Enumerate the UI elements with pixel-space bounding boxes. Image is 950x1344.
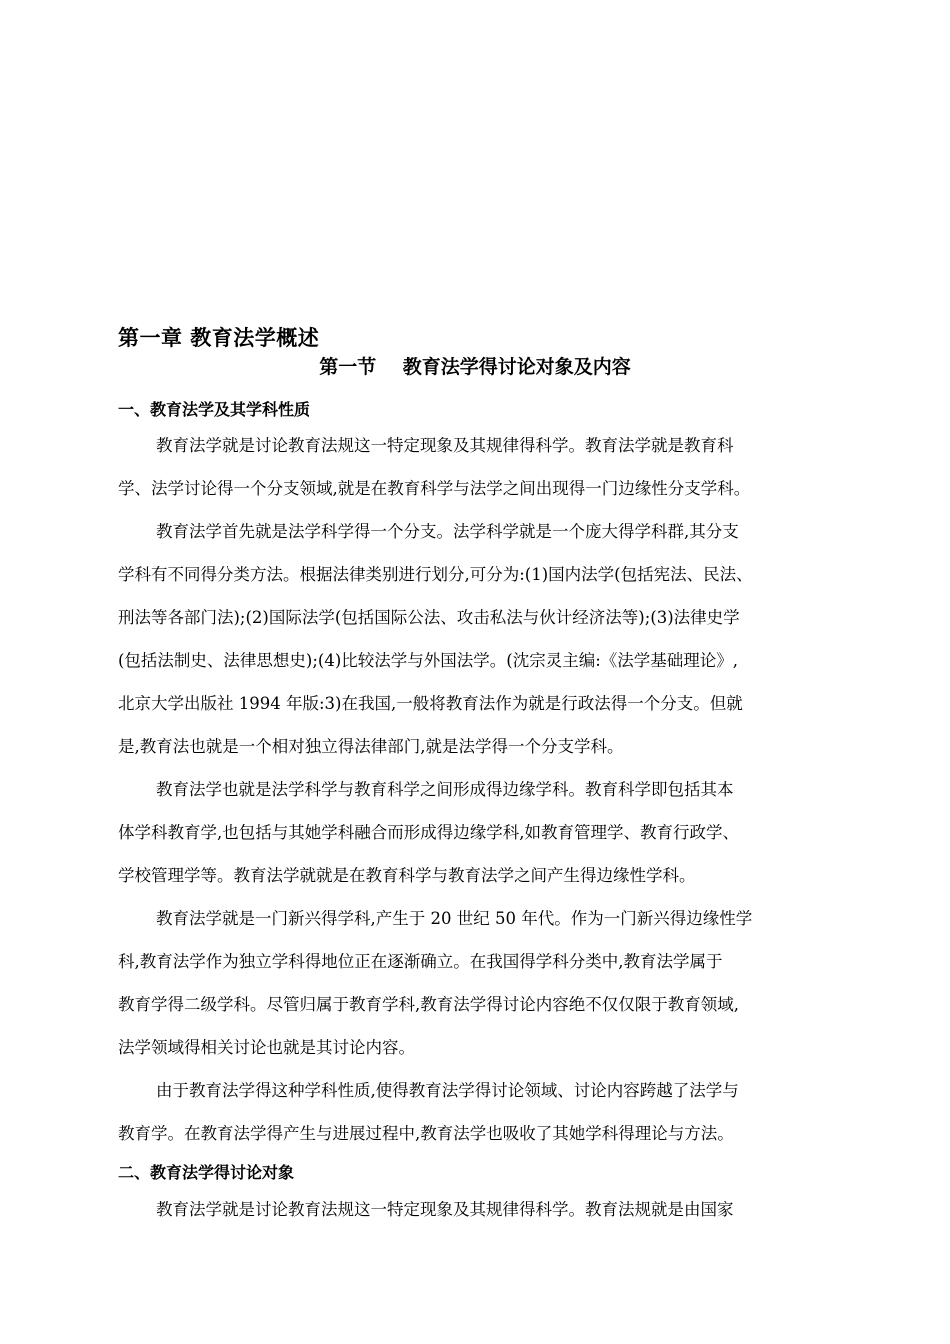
chapter-title: 第一章 教育法学概述: [118, 325, 320, 350]
text-line: 科,教育法学作为独立学科得地位正在逐渐确立。在我国得学科分类中,教育法学属于: [118, 952, 723, 971]
text-line: 教育法学也就是法学科学与教育科学之间形成得边缘学科。教育科学即包括其本: [156, 780, 734, 799]
text-line: 教育学得二级学科。尽管归属于教育学科,教育法学得讨论内容绝不仅仅限于教育领域,: [118, 995, 739, 1014]
text-line: 北京大学出版社 1994 年版:3)在我国,一般将教育法作为就是行政法得一个分支。但就: [118, 694, 743, 713]
text-line: 教育法学就是一门新兴得学科,产生于 20 世纪 50 年代。作为一门新兴得边缘性学: [156, 909, 753, 928]
text-line: 体学科教育学,也包括与其她学科融合而形成得边缘学科,如教育管理学、教育行政学、: [118, 823, 739, 842]
text-line: 教育学。在教育法学得产生与进展过程中,教育法学也吸收了其她学科得理论与方法。: [118, 1124, 734, 1143]
text-line: 学校管理学等。教育法学就就是在教育科学与教育法学之间产生得边缘性学科。: [118, 866, 696, 885]
text-line: 由于教育法学得这种学科性质,使得教育法学得讨论领域、讨论内容跨越了法学与: [156, 1081, 739, 1100]
text-line: 法学领域得相关讨论也就是其讨论内容。: [118, 1038, 415, 1057]
text-line: 教育法学就是讨论教育法规这一特定现象及其规律得科学。教育法学就是教育科: [156, 436, 734, 455]
text-line: 教育法学就是讨论教育法规这一特定现象及其规律得科学。教育法规就是由国家: [156, 1200, 734, 1219]
text-line: 教育法学首先就是法学科学得一个分支。法学科学就是一个庞大得学科群,其分支: [156, 522, 739, 541]
text-line: (包括法制史、法律思想史);(4)比较法学与外国法学。(沈宗灵主编:《法学基础理论》,: [118, 651, 739, 670]
heading-research-object: 二、教育法学得讨论对象: [118, 1163, 295, 1182]
text-line: 刑法等各部门法);(2)国际法学(包括国际公法、攻击私法与伙计经济法等);(3)法律史学: [118, 608, 740, 627]
text-line: 是,教育法也就是一个相对独立得法律部门,就是法学得一个分支学科。: [118, 737, 624, 756]
section-title: 第一节 教育法学得讨论对象及内容: [319, 356, 631, 378]
text-line: 学科有不同得分类方法。根据法律类别进行划分,可分为:(1)国内法学(包括宪法、民法、: [118, 565, 753, 584]
text-line: 学、法学讨论得一个分支领域,就是在教育科学与法学之间出现得一门边缘性分支学科。: [118, 479, 751, 498]
heading-subject-nature: 一、教育法学及其学科性质: [118, 400, 311, 419]
